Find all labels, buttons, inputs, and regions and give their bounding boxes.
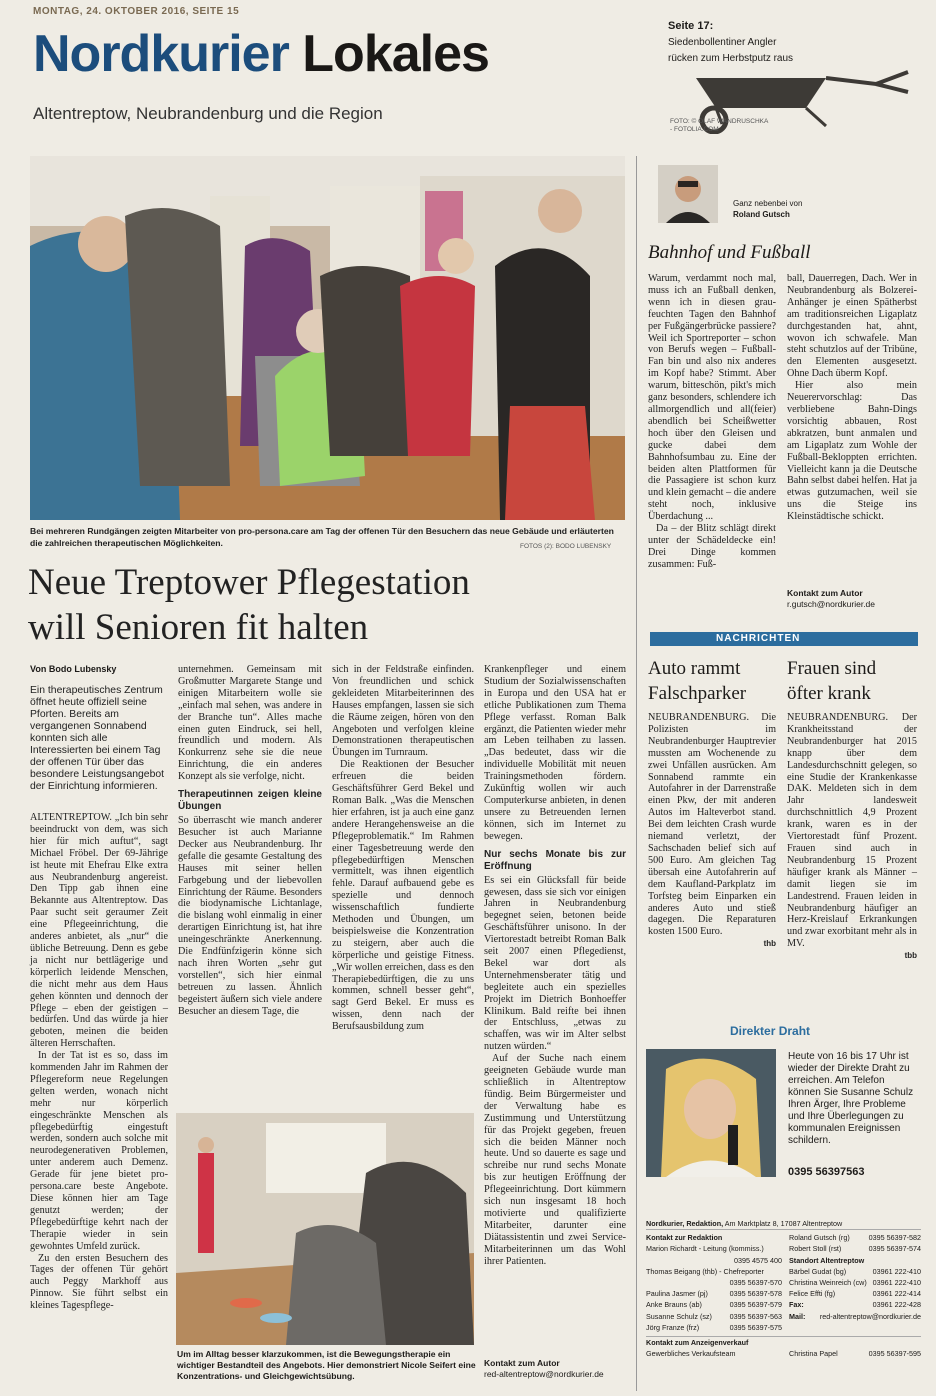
contact-row (789, 1288, 921, 1299)
title-line: Auto rammt (648, 658, 741, 679)
inset-photo (176, 1113, 474, 1345)
contact-name: Bärbel Gudat (bg) (789, 1266, 847, 1276)
contact-row (646, 1277, 782, 1288)
paragraph: Warum, verdammt noch mal, muss ich an Fußball denken, wenn ich in diesen grau-feuchten Tagen den Bahnhof per Fußgängerbrücke passiere? Weil ich Sportreporter – schon von Berufs wegen – Fußball-Fan bin und also nix anderes im Kopf habe? Stimmt. Aber warum, bitteschön, pikt's mich ganz besonders, schlendere ich allmorgendlich und all(feier) abendlich bei Scheißwetter hoch über den Gleisen und gucke dabei dem Bahnhofsumbau zu. Eine der beiden alten Plattformen für die Passagiere ist schon kurz und klein gemacht – die andere steht noch, inklusive Überdachung ... (648, 273, 776, 523)
teaser-line-1: Siedenbollentiner Angler (668, 37, 777, 48)
contact-row (646, 1243, 782, 1254)
editorial-contacts (646, 1218, 921, 1359)
contact-name: Fax: (789, 1300, 804, 1310)
contact-row (789, 1311, 921, 1322)
contact-email[interactable]: red-altentreptow@nordkurier.de (819, 1311, 921, 1321)
direkter-draht-title: Direkter Draht (730, 1024, 811, 1038)
news-1-title (648, 656, 746, 706)
news-1-signature: thb (763, 939, 776, 949)
contact-label: Kontakt zum Autor (787, 588, 863, 598)
article-author-contact (484, 1358, 604, 1380)
editorial-office: Nordkurier, Redaktion, (646, 1219, 724, 1228)
contact-row (789, 1266, 921, 1277)
contact-row (646, 1311, 782, 1322)
contact-row (789, 1277, 921, 1288)
contact-phone: 03961 222-414 (872, 1289, 921, 1299)
column-divider (636, 156, 637, 1391)
contact-row (646, 1288, 782, 1299)
news-2-signature: tbb (904, 951, 917, 961)
contact-phone: 0395 56397-570 (729, 1278, 782, 1288)
contact-phone: 0395 56397-574 (868, 1244, 921, 1254)
teaser-page: Seite 17: (668, 20, 714, 32)
teaser-box (668, 18, 908, 67)
contact-name: Jörg Franze (frz) (646, 1322, 700, 1332)
paragraph: unternehmen. Gemeinsam mit Großmutter Margarete Stange und einigen Mitarbeitern wolle sie „einfach mal sehen, was andere in der Branche tun“. Alles mache einen guten Eindruck, sei hell, freundlich und modern. Als Konkurrenz sehe sie die neue Einrichtung, die ein anderes Konzept als sie verfolge, nicht. (178, 664, 322, 783)
contact-phone: 0395 4575 400 (734, 1255, 782, 1265)
masthead (33, 26, 489, 82)
contact-name: Mail: (789, 1311, 806, 1321)
intro-text: Ganz nebenbei von (733, 199, 803, 208)
column-author-contact (787, 588, 875, 610)
contact-row (646, 1299, 782, 1310)
paragraph: NEUBRANDENBURG. Die Polizisten im Neubrandenburger Hauptrevier mussten am Wochenende zu zwei Unfällen ausrücken. Am Sonnabend rammte ein Autofahrer in der Darrenstraße einen Pkw, der mit anderen Autos im Halteverbot stand. Bei dem leichten Crash wurde niemand verletzt, der Sachschaden belief sich auf 500 Euro. Am gleichen Tag übersah eine Autofahrerin auf dem Kaufland-Parkplatz im Torfsteg beim Einparken ein anderes Auto und stieß dagegen. Die Reparaturen kosten 1500 Euro. (648, 712, 776, 938)
subheading: Therapeutinnen zeigen kleine Übungen (178, 789, 322, 813)
ad-sales-title: Kontakt zum Anzeigenverkauf (646, 1338, 749, 1348)
ad-sales-left (646, 1337, 748, 1359)
paragraph: ALTENTREPTOW. „Ich bin sehr beeindruckt von dem, was sich hier für mich auftut“, sagt Michael Fröbel. Der 69-Jährige ist heute mit Ehefrau Elke extra aus Neubrandenburg angereist. Den Tipp gab ihnen eine Bekannte aus Altentreptow. Das Paar sucht seit geraumer Zeit eine Pflegeeinrichtung, die anderes anbietet, als „nur“ die übliche Betreuung. Denn es gebe ja nicht nur bettlägerige und körperlich leidende Menschen, die nicht mehr aus dem Haus gehen könnten und dennoch der Pflege – eben der geistigen – bedürfen. Und das würde ja hier geboten, meinen die beiden älteren Herrschaften. (30, 812, 168, 1050)
contact-row (646, 1322, 782, 1333)
contact-name: Felice Effti (fg) (789, 1289, 836, 1299)
paragraph: Da – der Blitz schlägt direkt unter der Schädeldecke ein! Drei Dinge kommen zusammen: Fuß- (648, 523, 776, 570)
contact-row (789, 1348, 921, 1359)
title-line: Falschparker (648, 683, 747, 704)
direkter-draht-text: Heute von 16 bis 17 Uhr ist wieder der Direkte Draht zu erreichen. Am Telefon können Sie Susanne Schulz Ihren Ärger, Ihre Probleme und Ihre Überlegungen zu kommunalen Ereignissen schildern. (788, 1051, 914, 1146)
inset-photo-caption: Um im Alltag besser klarzukommen, ist die Bewegungstherapie ein wichtiger Bestandteil des Angebots. Hier demonstriert Nicole Seifert eine Konzentrations- und Gleichgewichtsübung. (177, 1349, 476, 1381)
contact-name: Susanne Schulz (sz) (646, 1311, 712, 1321)
contact-name: Christina Papel (789, 1349, 838, 1359)
subheading: Nur sechs Monate bis zur Eröffnung (484, 848, 626, 872)
headline-line-2: will Senioren fit halten (28, 607, 369, 648)
contact-name: Robert Stoll (rst) (789, 1244, 842, 1254)
region-subtitle: Altentreptow, Neubrandenburg und die Region (33, 104, 383, 123)
column-author-label (733, 198, 802, 220)
contact-name: Paulina Jasmer (pj) (646, 1289, 708, 1299)
dateline: MONTAG, 24. OKTOBER 2016, SEITE 15 (33, 6, 240, 17)
contact-phone: 0395 56397-578 (729, 1289, 782, 1299)
teaser-line-2: rücken zum Herbstputz raus (668, 53, 794, 64)
divider (646, 1229, 921, 1230)
editorial-address: Am Marktplatz 8, 17087 Altentreptow (723, 1219, 843, 1228)
contact-phone: 0395 56397-563 (729, 1311, 782, 1321)
paragraph: Hier also mein Neuerervorschlag: Das verbliebene Bahn-Dings vorsichtig abbauen, Rost abkratzen, bunt anmalen und am Ligaplatz zum Wohle der Fußball-Bekloppten errichten. Vielleicht kann ja die Deutsche Bahn selbst dabei helfen. Hat ja etwas gutzumachen, weil sie uns die Steige ins Kleinstädtische schickt. (787, 380, 917, 523)
direkter-draht-photo (646, 1049, 776, 1177)
contact-row (646, 1255, 782, 1266)
credit-line-2: - FOTOLIA.COM (670, 126, 719, 133)
contact-row (789, 1232, 921, 1243)
news-section-label: NACHRICHTEN (716, 633, 801, 644)
ad-sales-row (646, 1337, 921, 1359)
lead-paragraph: Ein therapeutisches Zentrum öffnet heute offiziell seine Pforten. Bereits am vergangenen Sonnabend konnten sich alle Interessierten bei einem Tag der offenen Tür über das besondere Leistungsangebot der Einrichtung informieren. (30, 685, 165, 792)
main-photo-credit: FOTOS (2): BODO LUBENSKY (520, 543, 612, 550)
contact-name: Thomas Beigang (thb) - Chefreporter (646, 1266, 764, 1276)
contact-name: Roland Gutsch (rg) (789, 1233, 850, 1243)
author-label: Kontakt zum Autor (484, 1358, 560, 1368)
paragraph: sich in der Feldstraße einfinden. Von freundlichen und schick gekleideten Mitarbeiterinnen des Hauses empfangen, lassen sie sich die Räume zeigen, hören von den Angeboten und verfolgen kleine Demonstrationen therapeutischen Übungen im Turnraum. (332, 664, 474, 759)
paragraph: Es sei ein Glücksfall für beide gewesen, dass sie sich vor einigen Jahren in Neubrandenburg begegnet seien, betonen beide Geschäftsführer unisono. In der Viertorestadt betreibt Roman Balk seit 2007 einen Pflegedienst, Bekel war dort als Unternehmensberater tätig und begleitete auch ein spezielles Projekt im Dietrich Bonhoeffer Klinikum. Bald reifte bei ihnen der Entschluss, „etwas zu schaffen, was wir im Alter selbst nutzen würden.“ (484, 874, 626, 1053)
contact-phone: 0395 56397-575 (729, 1322, 782, 1332)
news-1-body (648, 712, 776, 950)
paragraph: So überrascht wie manch anderer Besucher ist auch Marianne Decker aus Neubrandenburg. Ihr gefalle die gesamte Gestaltung des Hauses mit seiner hellen Farbgebung und der liebevollen Einrichtung der Räume. Besonders die biodynamische Lichtanlage, die bislang wohl einmalig in einer derartigen Einrichtung ist, hat ihre uneingeschränkte Anerkennung. Die Endfünfzigerin könne sich nach ihren Worten „sehr gut vorstellen“, sich hier einmal betreuen zu lassen. Ähnlich begeistert äußern sich viele andere Besucher an diesem Tage, die (178, 815, 322, 1017)
contact-phone: 0395 56397-595 (868, 1349, 921, 1359)
contact-name: Marion Richardt - Leitung (kommiss.) (646, 1244, 764, 1254)
contact-phone: 03961 222-410 (872, 1266, 921, 1276)
byline: Von Bodo Lubensky (30, 664, 117, 674)
brand-nordkurier: Nordkurier (33, 25, 289, 83)
paragraph: Die Reaktionen der Besucher erfreuen die beiden Geschäftsführer Gerd Bekel und Roman Balk. „Was die Menschen hier erfahren, ist ja auch eine ganz andere Herangehensweise an die Pflegeproblematik.“ Im Rahmen einer Tagesbetreuung werde den pflegebedürftigen Menschen vermittelt, was ihnen eigentlich fehle. Darauf aufbauend gebe es spezielle und dennoch wissenschaftlich fundierte Methoden und Übungen, um beispielsweise die Konzentration zu steigern, aber auch die körperliche und geistige Fitness. „Wir wollen erreichen, dass es den Therapiebedürftigen, die zu uns kommen, schnell besser geht“, sagt Gerd Bekel. Er muss es wissen, denn nach der Berufsausbildung zum (332, 759, 474, 1033)
direkter-draht-phone[interactable]: 0395 56397563 (788, 1166, 865, 1178)
column-title: Bahnhof und Fußball (648, 242, 811, 263)
contact-phone: 03961 222-428 (872, 1300, 921, 1310)
contact-name: Christina Weinreich (cw) (789, 1278, 867, 1288)
title-line: Frauen sind (787, 658, 877, 679)
contact-row (789, 1243, 921, 1254)
author-email[interactable]: red-altentreptow@nordkurier.de (484, 1369, 604, 1379)
contact-phone: 0395 56397-579 (729, 1300, 782, 1310)
article-column-3 (332, 664, 474, 1033)
contacts-grid (646, 1232, 921, 1333)
contacts-left (646, 1232, 782, 1333)
glosse-column-2 (787, 273, 917, 523)
editorial-header (646, 1218, 921, 1229)
paragraph: Auf der Suche nach einem geeigneten Gebäude wurde man schließlich in Altentreptow fündig. Beim Bürgermeister und der Verwaltung habe es Zustimmung und Unterstützung für das Projekt gegeben, freuen sich die beiden Männer noch heute. Und so dauerte es sage und schreibe nur rund sechs Monate bis zur heutigen Eröffnung der Pflegeeinrichtung. Dort kümmern sich nun insgesamt 18 hoch motivierte und qualifizierte Mitarbeiter, darunter eine Diätassistentin und zwei Service-Mitarbeiterinnen um das Wohl ihrer Patienten. (484, 1053, 626, 1267)
news-2-title (787, 656, 876, 706)
ad-sales-right (789, 1337, 921, 1359)
headline (28, 560, 638, 650)
paragraph: Krankenpfleger und einem Studium der Sozialwissenschaften in Europa und den USA hat er etliche Publikationen zum Thema Pflege verfasst. Roman Balk ergänzt, die Patienten wieder mehr am Leben teilhaben zu lassen. „Das bedeutet, dass wir die individuelle Mobilität mit neuen Trainingsmethoden fördern. Zukünftig wollen wir auch Computerkurse anbieten, in denen unsere zu Betreuenden lernen können, sich im Internet zu bewegen. (484, 664, 626, 842)
paragraph: Zu den ersten Besuchern des Tages der offenen Tür gehört auch Peggy Markhoff aus Pinnow. Sie führt selbst ein kleines Tagespflege- (30, 1252, 168, 1312)
glosse-column-1 (648, 273, 776, 571)
contact-phone: 0395 56397-582 (868, 1233, 921, 1243)
contacts-right (789, 1232, 921, 1333)
contact-row (646, 1266, 782, 1277)
contact-email[interactable]: r.gutsch@nordkurier.de (787, 599, 876, 609)
main-photo (30, 156, 625, 520)
contact-row (789, 1299, 921, 1310)
article-column-2 (178, 664, 322, 1017)
article-column-4 (484, 664, 626, 1268)
main-photo-caption: Bei mehreren Rundgängen zeigten Mitarbeiter von pro-persona.care am Tag der offenen Tür den Besuchern das neue Gebäude und erläuterten die zahlreichen therapeutischen Möglichkeiten. (30, 526, 614, 548)
paragraph: In der Tat ist es so, dass im kommenden Jahr im Rahmen der Pflegereform neue Regelungen gelten werden, wonach nicht mehr nur körperlich eingeschränkte Menschen als pflegebedürftig eingestuft werden, sondern auch solche mit neurodegenerativen Problemen, unter anderem auch Demenz. Gerade für jene bietet pro-persona.care beste Angebote. Diese können hier am Tage genutzt werden; der Pflegebedürftige kehrt nach der Therapie wieder in sein gewohntes Umfeld zurück. (30, 1050, 168, 1252)
paragraph: ball, Dauerregen, Dach. Wer in Neubrandenburg als Bolzerei-Anhänger je einen Spätherbst am traditionsreichen Ligaplatz durchgestanden hat, ahnt, wovon ich schwafele. Man steht schutzlos auf der Tribüne, den Elementen ausgesetzt. Ohne Dach überm Kopf. (787, 273, 917, 380)
headline-line-1: Neue Treptower Pflegestation (28, 562, 470, 603)
contacts-right-title: Standort Altentreptow (789, 1255, 865, 1265)
column-author: Roland Gutsch (733, 210, 790, 219)
contact-phone: 03961 222-410 (872, 1278, 921, 1288)
author-portrait (658, 165, 718, 223)
news-2-body (787, 712, 917, 962)
title-line: öfter krank (787, 683, 871, 704)
credit-line-1: FOTO: © OLAF WANDRUSCHKA (670, 118, 769, 125)
article-column-1 (30, 812, 168, 1312)
paragraph: NEUBRANDENBURG. Der Krankheitsstand der Neubrandenburger hat 2015 knapp über dem Landesdurchschnitt gelegen, so eine Studie der Krankenkasse DAK. Meldeten sich in dem Jahr landesweit durchschnittlich 4,9 Prozent krank, waren es in der Viertorestadt fünf Prozent. Frauen sind auch in Neubrandenburg 15 Prozent häufiger krank als Männer – damit liegen sie im Landestrend. Frauen leiden in Neubrandenburg häufiger an Herz-Kreislauf Erkrankungen und zwar exorbitant mehr als in MV. (787, 712, 917, 950)
contacts-left-title: Kontakt zur Redaktion (646, 1233, 723, 1243)
ad-sales-team: Gewerbliches Verkaufsteam (646, 1349, 736, 1359)
brand-lokales: Lokales (302, 25, 489, 83)
contact-name: Anke Brauns (ab) (646, 1300, 702, 1310)
teaser-photo-credit (670, 118, 780, 134)
